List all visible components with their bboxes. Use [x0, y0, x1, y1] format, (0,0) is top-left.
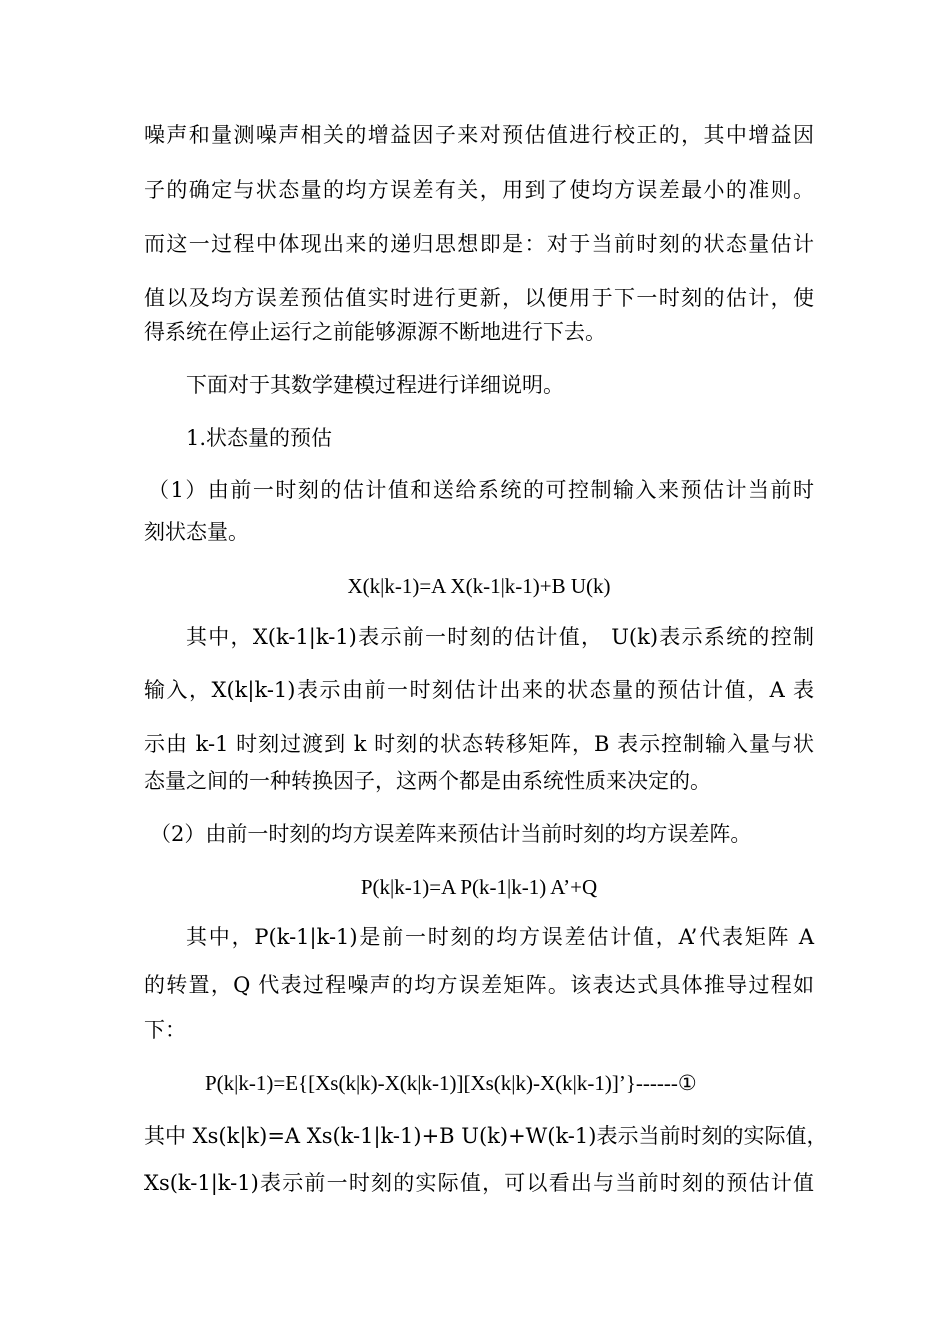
derivation-line-2: Xs(k-1|k-1)表示前一时刻的实际值，可以看出与当前时刻的预估计值 — [144, 1171, 814, 1195]
section-heading: 1.状态量的预估 — [186, 426, 333, 450]
paragraph-line-1: 噪声和量测噪声相关的增益因子来对预估值进行校正的，其中增益因 — [144, 123, 814, 147]
paragraph-line-5: 得系统在停止运行之前能够源源不断地进行下去。 — [144, 320, 606, 344]
paragraph-line-4: 值以及均方误差预估值实时进行更新，以便用于下一时刻的估计，使 — [144, 286, 814, 310]
derivation-line-1: 其中 Xs(k|k)=A Xs(k-1|k-1)+B U(k)+W(k-1)表示当前时刻的实际值， — [144, 1124, 828, 1148]
covariance-explanation-line-1: 其中，P(k-1|k-1)是前一时刻的均方误差估计值，A’代表矩阵 A — [186, 925, 814, 949]
paragraph-line-3: 而这一过程中体现出来的递归思想即是：对于当前时刻的状态量估计 — [144, 232, 814, 256]
covariance-explanation-line-2: 的转置，Q 代表过程噪声的均方误差矩阵。该表达式具体推导过程如 — [144, 973, 814, 997]
equation-derivation-1: P(k|k-1)=E{[Xs(k|k)-X(k|k-1)][Xs(k|k)-X(k|k-1)]’}------① — [205, 1071, 697, 1095]
explanation-line-3: 示由 k-1 时刻过渡到 k 时刻的状态转移矩阵，B 表示控制输入量与状 — [144, 732, 814, 756]
step-1-line-1: （1）由前一时刻的估计值和送给系统的可控制输入来预估计当前时 — [148, 478, 814, 502]
covariance-explanation-line-3: 下： — [144, 1018, 186, 1042]
explanation-line-2: 输入，X(k|k-1)表示由前一时刻估计出来的状态量的预估计值，A 表 — [144, 678, 814, 702]
step-1-line-2: 刻状态量。 — [144, 520, 249, 544]
intro-sentence: 下面对于其数学建模过程进行详细说明。 — [186, 373, 564, 397]
equation-covariance-prediction: P(k|k-1)=A P(k-1|k-1) A’+Q — [360, 875, 598, 899]
explanation-line-1: 其中，X(k-1|k-1)表示前一时刻的估计值， U(k)表示系统的控制 — [186, 625, 814, 649]
step-2-line-1: （2）由前一时刻的均方误差阵来预估计当前时刻的均方误差阵。 — [150, 822, 752, 846]
explanation-line-4: 态量之间的一种转换因子，这两个都是由系统性质来决定的。 — [144, 769, 711, 793]
equation-state-prediction: X(k|k-1)=A X(k-1|k-1)+B U(k) — [347, 574, 611, 598]
paragraph-line-2: 子的确定与状态量的均方误差有关，用到了使均方误差最小的准则。 — [144, 178, 814, 202]
